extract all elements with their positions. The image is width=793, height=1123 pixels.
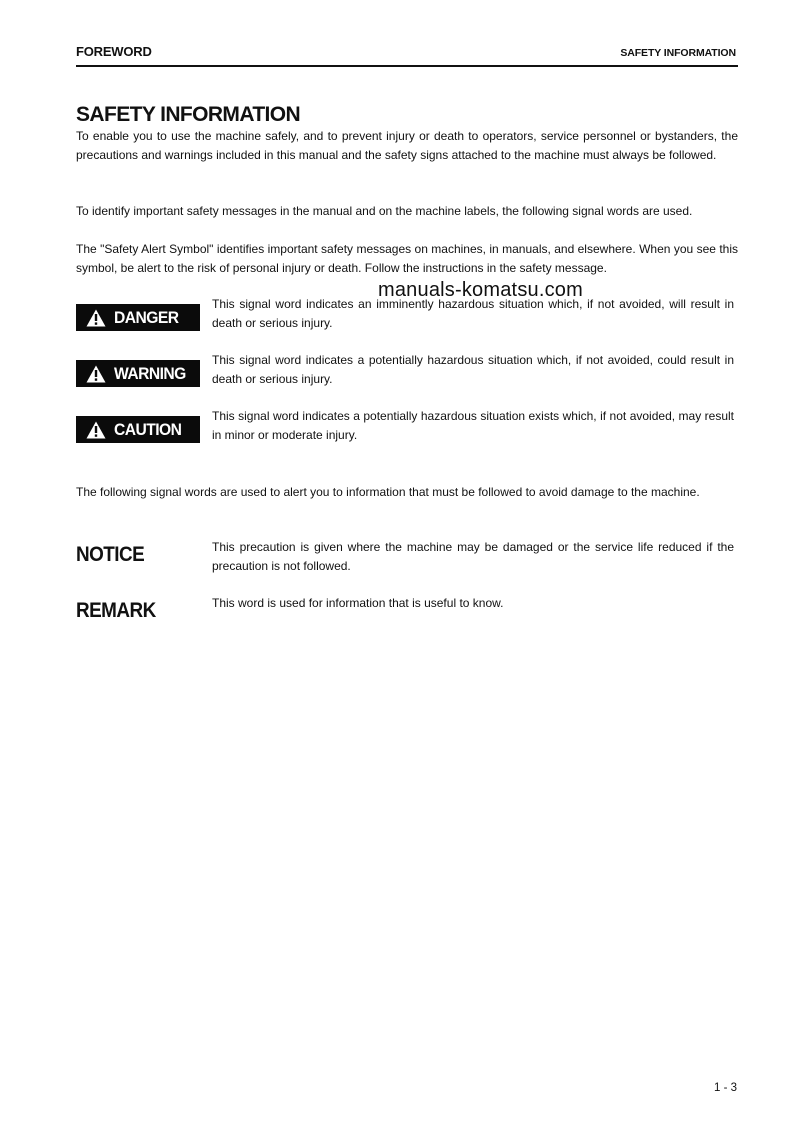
watermark-text: manuals-komatsu.com (378, 279, 583, 301)
caution-description: This signal word indicates a potentially hazardous situation exists which, if not avoided, may result in minor or moderate injury. (212, 409, 734, 442)
danger-description: This signal word indicates an imminently hazardous situation which, if not avoided, will result in death or serious injury. (212, 297, 734, 330)
remark-label: REMARK (76, 599, 156, 622)
page-title: SAFETY INFORMATION (76, 103, 301, 126)
warning-triangle-icon (86, 309, 106, 327)
notice-description: This precaution is given where the machine may be damaged or the service life reduced if the precaution is not followed. (212, 540, 734, 573)
alert-symbol-paragraph: The "Safety Alert Symbol" identifies important safety messages on machines, in manuals, and elsewhere. When you see this symbol, be alert to the risk of personal injury or death. Follow the instructions in the safety message. (76, 242, 738, 275)
intro-paragraph: To enable you to use the machine safely, and to prevent injury or death to operators, service personnel or bystanders, the precautions and warnings included in this manual and the safety signs attached to the machine must always be followed. (76, 129, 738, 162)
page-number: 1 - 3 (713, 1082, 737, 1094)
header-section-right: SAFETY INFORMATION (620, 47, 736, 59)
warning-badge-label: WARNING (114, 363, 186, 383)
warning-triangle-icon (86, 365, 106, 383)
warning-triangle-icon (86, 421, 106, 439)
warning-description: This signal word indicates a potentially hazardous situation which, if not avoided, could result in death or serious injury. (212, 353, 734, 386)
danger-badge (76, 304, 200, 331)
notice-label: NOTICE (76, 543, 145, 566)
caution-badge-label: CAUTION (114, 419, 182, 439)
warning-badge (76, 360, 200, 387)
caution-badge (76, 416, 200, 443)
danger-badge-label: DANGER (114, 307, 179, 327)
header-section-left: FOREWORD (76, 44, 152, 59)
damage-paragraph: The following signal words are used to alert you to information that must be followed to avoid damage to the machine. (76, 485, 700, 499)
header-divider (76, 65, 738, 67)
remark-description: This word is used for information that is useful to know. (212, 596, 504, 610)
signal-words-paragraph: To identify important safety messages in the manual and on the machine labels, the following signal words are used. (76, 204, 693, 218)
